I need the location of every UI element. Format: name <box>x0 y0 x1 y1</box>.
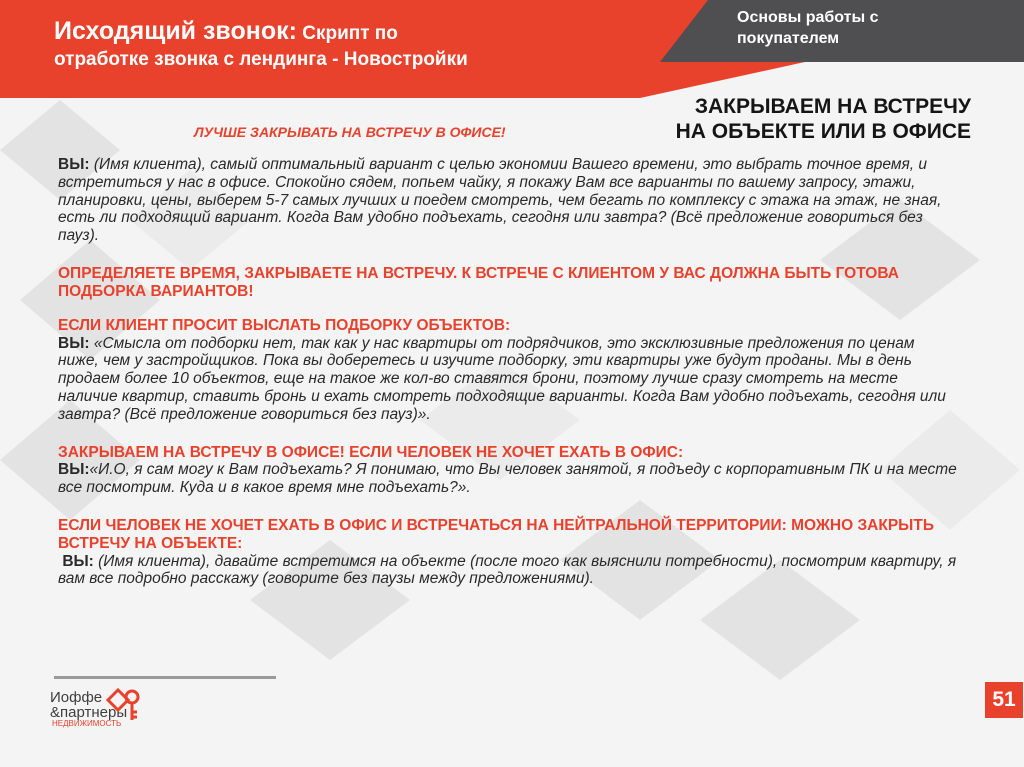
block-5-text: (Имя клиента), давайте встретимся на объекте (после того как выяснили потребности), посмотрим квартиру, я вам все подробно расскажу (говорите без паузы между предложениями). <box>58 552 957 588</box>
block-4-text: «И.О, я сам могу к Вам подъехать? Я понимаю, что Вы человек занятой, я подъеду с корпоративным ПК и на месте все посмотрим. Куда и в какое время мне подъехать?». <box>58 461 957 497</box>
logo-line-1: Иоффе <box>50 689 103 706</box>
block-3 <box>58 335 958 424</box>
speaker-label: ВЫ: <box>58 461 90 479</box>
section-line-2: покупателем <box>737 29 840 47</box>
title-rest-2: отработке звонка с лендинга - Новостройки <box>54 48 468 70</box>
section-name <box>737 8 879 50</box>
headline-line-1: ЗАКРЫВАЕМ НА ВСТРЕЧУ <box>694 95 971 118</box>
slide-title <box>54 15 468 72</box>
headline <box>676 94 971 144</box>
headline-line-2: НА ОБЪЕКТЕ ИЛИ В ОФИСЕ <box>675 120 971 144</box>
block-3-text: «Смысла от подборки нет, так как у нас квартиры от подрядчиков, это эксклюзивные предложения по ценам ниже, чем у застройщиков. Пока вы доберетесь и изучите подборку, эти квартиры уже будут проданы. Мы в день продаем более 10 объектов, еще на такое же кол-во ставятся брони, поэтому лучше сразу смотреть на месте наличие квартир, ставить бронь и ехать смотреть подходящие варианты. Когда Вам удобно подъехать, сегодня или завтра? (Всё предложение говориться без пауз)». <box>58 334 946 423</box>
title-rest-1: Скрипт по <box>302 23 398 44</box>
key-icon <box>104 688 144 722</box>
block-4 <box>58 461 958 497</box>
title-main: Исходящий звонок: <box>54 17 297 45</box>
logo-sub: НЕДВИЖИМОСТЬ <box>52 719 122 728</box>
block-1-text: (Имя клиента), самый оптимальный вариант с целью экономии Вашего времени, это выбрать точное время, и встретиться у нас в офисе. Спокойно сядем, попьем чайку, я покажу Вам все варианты по вашему запросу, этажи, планировки, цены, выберем 5-7 самых лучших и поедем смотреть, чем бегать по комплексу с этажа на этаж, не зная, есть ли подходящий вариант. Когда Вам удобно подъехать, сегодня или завтра? (Всё предложение говориться без пауз). <box>58 156 942 245</box>
block-1 <box>58 156 958 245</box>
speaker-label: ВЫ: <box>58 156 90 173</box>
section-line-1: Основы работы с <box>737 9 879 26</box>
block-5 <box>58 553 958 589</box>
subhead: ЛУЧШЕ ЗАКРЫВАТЬ НА ВСТРЕЧУ В ОФИСЕ! <box>194 124 506 140</box>
speaker-label: ВЫ: <box>58 334 90 352</box>
speaker-label: ВЫ: <box>62 552 94 570</box>
company-logo <box>50 690 127 728</box>
block-2-heading: ОПРЕДЕЛЯЕТЕ ВРЕМЯ, ЗАКРЫВАЕТЕ НА ВСТРЕЧУ. К ВСТРЕЧЕ С КЛИЕНТОМ У ВАС ДОЛЖНА БЫТЬ ГОТОВА ПОДБОРКА ВАРИАНТОВ! <box>58 265 899 300</box>
block-3-heading: ЕСЛИ КЛИЕНТ ПРОСИТ ВЫСЛАТЬ ПОДБОРКУ ОБЪЕКТОВ: <box>58 316 511 334</box>
footer-divider <box>54 676 276 679</box>
block-5-heading: ЕСЛИ ЧЕЛОВЕК НЕ ХОЧЕТ ЕХАТЬ В ОФИС И ВСТРЕЧАТЬСЯ НА НЕЙТРАЛЬНОЙ ТЕРРИТОРИИ: МОЖНО ЗАКРЫТЬ ВСТРЕЧУ НА ОБЪЕКТЕ: <box>58 517 934 552</box>
page-number: 51 <box>985 682 1023 718</box>
block-4-heading: ЗАКРЫВАЕМ НА ВСТРЕЧУ В ОФИСЕ! ЕСЛИ ЧЕЛОВЕК НЕ ХОЧЕТ ЕХАТЬ В ОФИС: <box>58 443 684 461</box>
logo-line-2: &партнеры <box>50 704 128 721</box>
script-content <box>58 156 958 588</box>
